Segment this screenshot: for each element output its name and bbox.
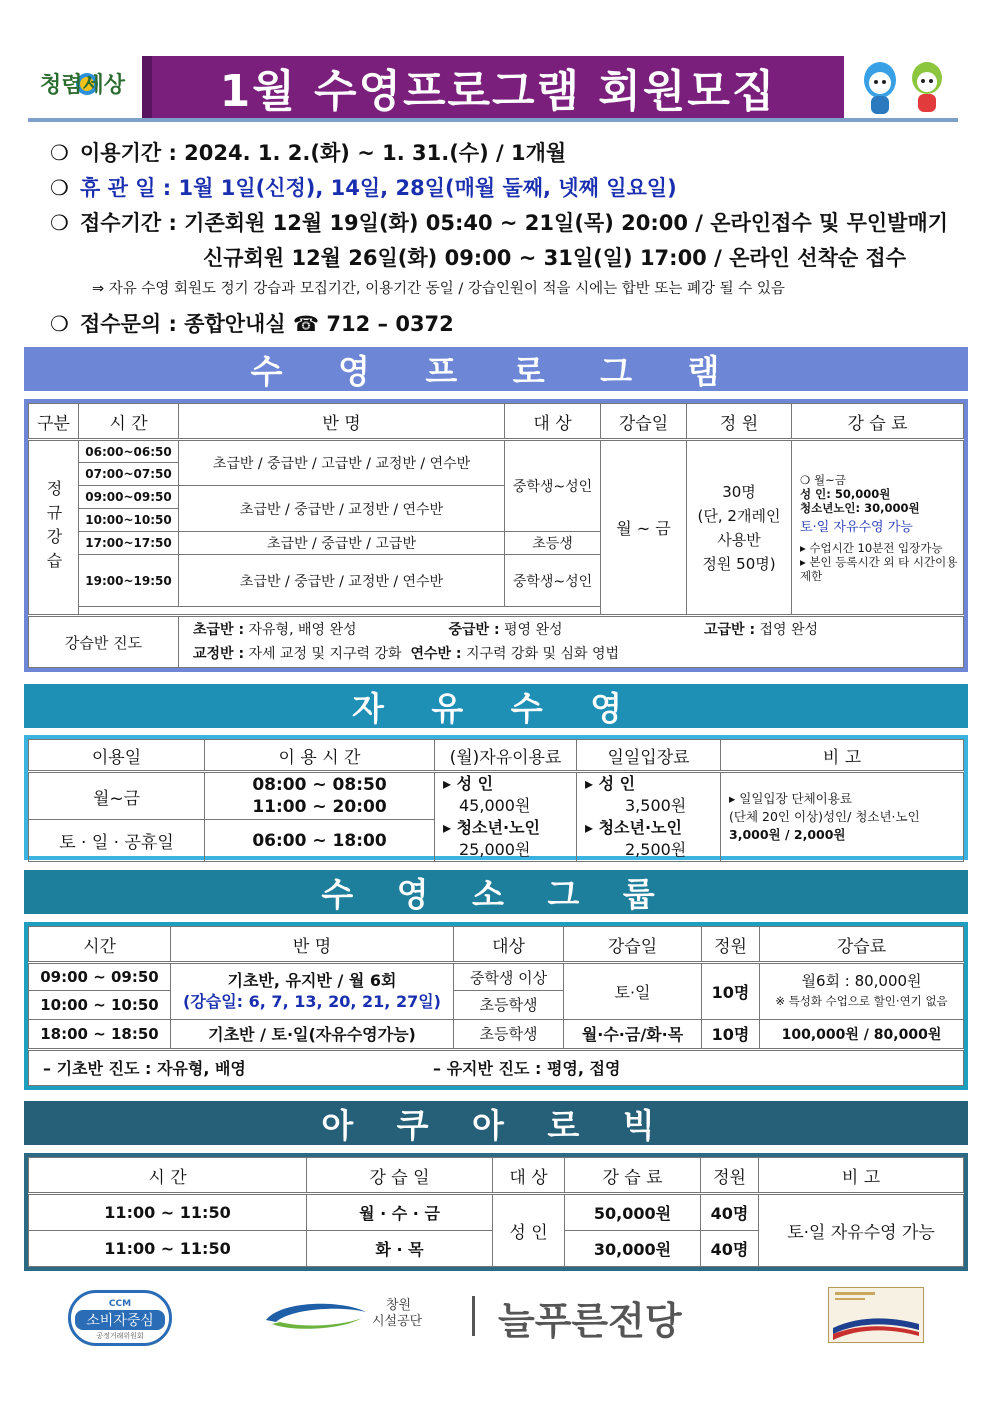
group-target: 중학생 이상	[454, 963, 564, 991]
col-category: 구분	[29, 404, 79, 440]
ccm-logo: CCM 소비자중심 공정거래위원회	[68, 1290, 172, 1346]
category-regular: 정규강습	[29, 440, 79, 616]
col-days: 강습일	[564, 927, 702, 963]
time-cell: 07:00~07:50	[79, 463, 179, 486]
progress-label: 강습반 진도	[29, 616, 179, 668]
group-target: 초등학생	[454, 991, 564, 1019]
facilities-corp-logo-icon	[262, 1296, 370, 1336]
col-time: 이 용 시 간	[205, 740, 435, 772]
daily-fee-cell: ▸ 성 인 3,500원 ▸ 청소년·노인 2,500원	[577, 772, 721, 862]
col-class: 반 명	[179, 404, 505, 440]
aqua-note: 토·일 자유수영 가능	[759, 1194, 964, 1267]
logo-text: 청렴세상	[40, 72, 126, 98]
group-class-cell: 기초반 / 토·일(자유수영가능)	[171, 1019, 454, 1049]
target-cell: 초등생	[505, 532, 601, 555]
col-note: 비 고	[759, 1158, 964, 1194]
col-target: 대상	[454, 927, 564, 963]
col-day: 이용일	[29, 740, 205, 772]
group-class-cell: 기초반, 유지반 / 월 6회 (강습일: 6, 7, 13, 20, 21, 27일)	[171, 963, 454, 1019]
progress-cell: 초급반 : 자유형, 배영 완성 중급반 : 평영 완성 고급반 : 접영 완성 교정반 : 자세 교정 및 지구력 강화 연수반 : 지구력 강화 및 심화 영법	[179, 616, 964, 668]
col-time: 시간	[29, 927, 171, 963]
weekend-time: 06:00 ~ 18:00	[205, 820, 435, 862]
weekday-time: 08:00 ~ 08:50 11:00 ~ 20:00	[205, 772, 435, 820]
col-capacity: 정원	[702, 927, 760, 963]
free-swim-table	[24, 735, 968, 860]
aqua-fee: 50,000원	[565, 1194, 701, 1230]
monthly-fee-cell: ▸ 성 인 45,000원 ▸ 청소년·노인 25,000원	[435, 772, 577, 862]
holiday-line: ❍ 휴 관 일 : 1월 1일(신정), 14일, 28일(매월 둘째, 넷째 일요일)	[50, 176, 677, 200]
col-time: 시 간	[79, 404, 179, 440]
group-days: 토·일	[564, 963, 702, 1019]
footer-divider	[472, 1296, 475, 1336]
col-fee: 강 습 료	[565, 1158, 701, 1194]
group-table	[24, 922, 968, 1090]
col-note: 비 고	[721, 740, 964, 772]
time-cell: 09:00~09:50	[79, 486, 179, 509]
aqua-target: 성 인	[493, 1194, 565, 1267]
aqua-capacity: 40명	[701, 1230, 759, 1266]
aqua-time: 11:00 ~ 11:50	[29, 1194, 307, 1230]
class-cell: 초급반 / 중급반 / 고급반	[179, 532, 505, 555]
swim-program-banner: 수 영 프 로 그 램	[24, 347, 968, 391]
group-time: 10:00 ~ 10:50	[29, 991, 171, 1019]
time-cell: 19:00~19:50	[79, 555, 179, 607]
group-time: 09:00 ~ 09:50	[29, 963, 171, 991]
service-quality-seal	[828, 1287, 924, 1343]
class-cell: 초급반 / 중급반 / 교정반 / 연수반	[179, 486, 505, 532]
swim-program-table	[24, 399, 968, 672]
col-days: 강습일	[601, 404, 687, 440]
col-target: 대 상	[493, 1158, 565, 1194]
class-cell: 초급반 / 중급반 / 교정반 / 연수반	[179, 555, 505, 607]
group-target: 초등학생	[454, 1019, 564, 1049]
title-underline	[28, 118, 958, 122]
period-line: ❍ 이용기간 : 2024. 1. 2.(화) ~ 1. 31.(수) / 1개월	[50, 141, 567, 165]
time-cell: 17:00~17:50	[79, 532, 179, 555]
col-capacity: 정 원	[687, 404, 792, 440]
fee-cell: ❍ 월~금 성 인: 50,000원 청소년노인: 30,000원 토·일 자유수영 가능 ▸ 수업시간 10분전 입장가능 ▸ 본인 등록시간 외 타 시간이용 제한	[792, 440, 964, 616]
col-capacity: 정원	[701, 1158, 759, 1194]
aqua-fee: 30,000원	[565, 1230, 701, 1266]
target-cell: 중학생~성인	[505, 440, 601, 532]
cheongryeom-logo	[40, 62, 132, 106]
venue-name: 늘푸른전당	[498, 1299, 682, 1343]
group-capacity: 10명	[702, 1019, 760, 1049]
weekend-cell: 토 · 일 · 공휴일	[29, 820, 205, 862]
days-cell: 월 ~ 금	[601, 440, 687, 616]
reception-new-line: 신규회원 12월 26일(화) 09:00 ~ 31일(일) 17:00 / 온라인 선착순 접수	[203, 246, 906, 270]
col-class: 반 명	[171, 927, 454, 963]
aqua-banner: 아 쿠 아 로 빅	[24, 1101, 968, 1145]
group-days: 월·수·금/화·목	[564, 1019, 702, 1049]
col-fee: 강 습 료	[792, 404, 964, 440]
reception-line: ❍ 접수기간 : 기존회원 12월 19일(화) 05:40 ~ 21일(목) 20:00 / 온라인접수 및 무인발매기	[50, 211, 949, 235]
aqua-time: 11:00 ~ 11:50	[29, 1230, 307, 1266]
group-fee: 100,000원 / 80,000원	[760, 1019, 964, 1049]
free-note-cell: ▸ 일일입장 단체이용료 (단체 20인 이상)성인/ 청소년·노인 3,000원 / 2,000원	[721, 772, 964, 862]
col-time: 시 간	[29, 1158, 307, 1194]
aqua-capacity: 40명	[701, 1194, 759, 1230]
aqua-table	[24, 1153, 968, 1271]
col-monthly: (월)자유이용료	[435, 740, 577, 772]
aqua-days: 화 · 목	[307, 1230, 493, 1266]
group-capacity: 10명	[702, 963, 760, 1019]
col-target: 대 상	[505, 404, 601, 440]
mascot-icons	[855, 58, 955, 118]
col-daily: 일일입장료	[577, 740, 721, 772]
time-cell: 10:00~10:50	[79, 509, 179, 532]
weekday-cell: 월~금	[29, 772, 205, 820]
inquiry-line: ❍ 접수문의 : 종합안내실 ☎ 712 – 0372	[50, 312, 454, 336]
col-days: 강 습 일	[307, 1158, 493, 1194]
group-banner: 수 영 소 그 룹	[24, 870, 968, 914]
capacity-cell: 30명 (단, 2개레인 사용반 정원 50명)	[687, 440, 792, 616]
target-cell: 중학생~성인	[505, 555, 601, 607]
col-fee: 강습료	[760, 927, 964, 963]
notice-note: ⇒ 자유 수영 회원도 정기 강습과 모집기간, 이용기간 동일 / 강습인원이 적을 시에는 합반 또는 폐강 될 수 있음	[92, 281, 785, 297]
facilities-corp-name: 창원 시설공단	[372, 1298, 423, 1329]
aqua-days: 월 · 수 · 금	[307, 1194, 493, 1230]
group-fee-cell: 월6회 : 80,000원 ※ 특성화 수업으로 할인·연기 없음	[760, 963, 964, 1019]
group-progress: – 기초반 진도 : 자유형, 배영 – 유지반 진도 : 평영, 접영	[29, 1049, 964, 1085]
page-title: 1월 수영프로그램 회원모집	[142, 56, 844, 118]
free-swim-banner: 자 유 수 영	[24, 684, 968, 728]
class-cell: 초급반 / 중급반 / 고급반 / 교정반 / 연수반	[179, 440, 505, 486]
time-cell: 06:00~06:50	[79, 440, 179, 463]
group-time: 18:00 ~ 18:50	[29, 1019, 171, 1049]
